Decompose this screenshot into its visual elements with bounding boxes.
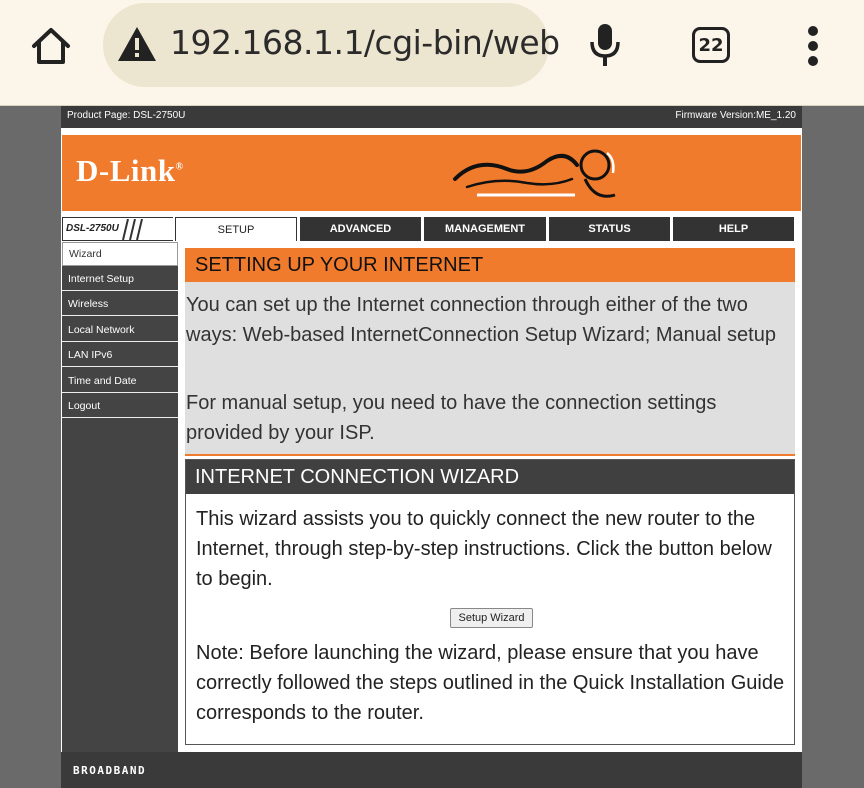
tab-advanced[interactable]: ADVANCED: [300, 217, 421, 241]
sidebar-item-logout[interactable]: Logout: [62, 394, 178, 418]
url-text[interactable]: 192.168.1.1/cgi-bin/web: [170, 23, 560, 62]
more-vertical-icon[interactable]: [802, 24, 824, 68]
sidebar-item-time-and-date[interactable]: Time and Date: [62, 369, 178, 393]
setup-section: [185, 248, 795, 456]
setup-paragraph-2: For manual setup, you need to have the connection settings provided by your ISP.: [186, 392, 717, 444]
setup-wizard-button[interactable]: Setup Wizard: [450, 608, 533, 628]
wizard-intro-text: This wizard assists you to quickly connect the new router to the Internet, through step-by-step instructions. Click the button below to begin.: [196, 508, 772, 590]
tab-help[interactable]: HELP: [673, 217, 794, 241]
sidebar-item-wireless[interactable]: Wireless: [62, 292, 178, 316]
top-info-bar: [61, 106, 802, 128]
tabs-icon[interactable]: 22: [692, 27, 730, 63]
sidebar-item-lan-ipv6[interactable]: LAN IPv6: [62, 343, 178, 367]
wizard-section-title: INTERNET CONNECTION WIZARD: [186, 460, 794, 494]
model-label: DSL-2750U: [66, 223, 119, 234]
tab-status[interactable]: STATUS: [549, 217, 670, 241]
setup-section-title: SETTING UP YOUR INTERNET: [185, 248, 795, 282]
hamrah-moshaver-logo: [447, 139, 622, 207]
tab-management[interactable]: MANAGEMENT: [424, 217, 546, 241]
sidebar: [62, 242, 178, 752]
main-nav: [61, 215, 802, 241]
tab-setup[interactable]: SETUP: [175, 217, 297, 241]
browser-toolbar: [0, 0, 864, 106]
firmware-version-label: Firmware Version:ME_1.20: [675, 110, 796, 121]
model-box: [62, 217, 173, 241]
wizard-section: [185, 459, 795, 745]
wizard-note-text: Note: Before launching the wizard, please ensure that you have correctly followed the steps outlined in the Quick Installation Guide corresponds to the router.: [196, 642, 785, 724]
broadband-label: BROADBAND: [73, 764, 147, 777]
router-footer: [61, 752, 802, 788]
home-icon[interactable]: [28, 24, 74, 68]
main-content: [179, 242, 802, 752]
dlink-logo: D-Link®: [76, 153, 184, 188]
product-page-label: Product Page: DSL-2750U: [67, 110, 186, 121]
address-bar[interactable]: [103, 3, 560, 87]
sidebar-item-local-network[interactable]: Local Network: [62, 318, 178, 342]
sidebar-item-wizard[interactable]: Wizard: [62, 242, 178, 266]
warning-icon[interactable]: [117, 25, 157, 63]
microphone-icon[interactable]: [588, 22, 622, 68]
setup-paragraph-1: You can set up the Internet connection through either of the two ways: Web-based InternetConnection Setup Wizard; Manual setup: [186, 294, 776, 346]
sidebar-item-internet-setup[interactable]: Internet Setup: [62, 267, 178, 291]
router-header: [62, 135, 801, 211]
router-page: [61, 106, 802, 788]
slashes-decoration: [121, 219, 143, 240]
